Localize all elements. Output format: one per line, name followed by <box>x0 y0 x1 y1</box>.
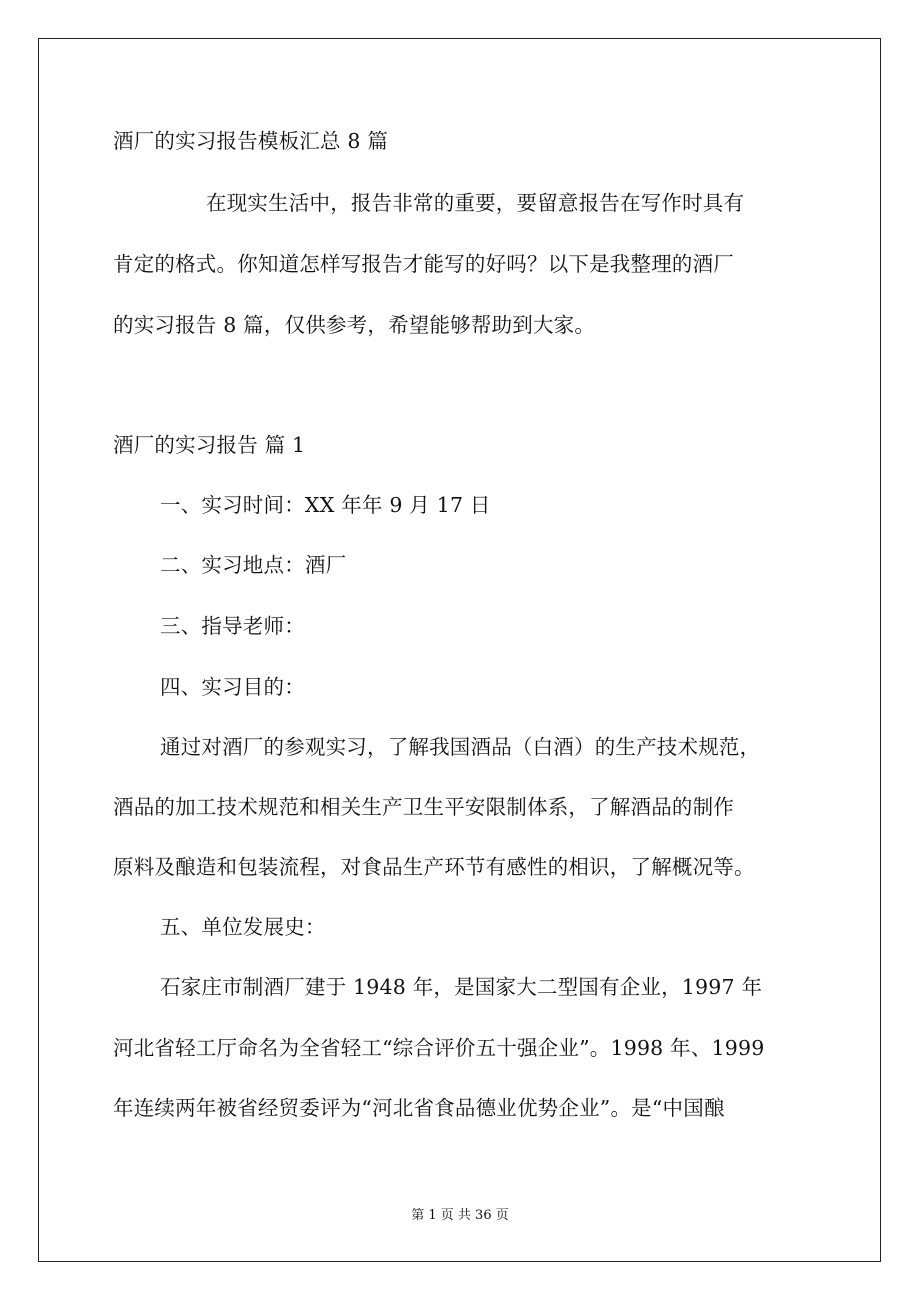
history-heading: 五、单位发展史： <box>160 915 326 939</box>
item-internship-time: 一、实习时间：XX 年年 9 月 17 日 <box>160 493 491 517</box>
intro-line-2: 肯定的格式。你知道怎样写报告才能写的好吗？以下是我整理的酒厂 <box>113 252 734 276</box>
item-instructor: 三、指导老师： <box>160 614 305 638</box>
item-internship-location: 二、实习地点：酒厂 <box>160 553 347 577</box>
intro-line-1: 在现实生活中，报告非常的重要，要留意报告在写作时具有 <box>206 191 745 215</box>
page-number-footer: 第 1 页 共 36 页 <box>411 1208 509 1223</box>
history-line-3: 年连续两年被省经贸委评为“河北省食品德业优势企业”。是“中国酿 <box>113 1096 725 1120</box>
page-border <box>38 38 881 1262</box>
section-heading: 酒厂的实习报告 篇 1 <box>113 433 306 457</box>
purpose-line-1: 通过对酒厂的参观实习，了解我国酒品（白酒）的生产技术规范， <box>160 735 761 759</box>
purpose-line-2: 酒品的加工技术规范和相关生产卫生平安限制体系，了解酒品的制作 <box>113 795 734 819</box>
history-line-1: 石家庄市制酒厂建于 1948 年，是国家大二型国有企业，1997 年 <box>160 975 763 999</box>
purpose-line-3: 原料及酿造和包装流程，对食品生产环节有感性的相识，了解概况等。 <box>113 855 755 879</box>
history-line-2: 河北省轻工厅命名为全省轻工“综合评价五十强企业”。1998 年、1999 <box>113 1036 765 1060</box>
intro-line-3: 的实习报告 8 篇，仅供参考，希望能够帮助到大家。 <box>113 313 596 337</box>
document-title: 酒厂的实习报告模板汇总 8 篇 <box>113 129 389 153</box>
item-purpose-heading: 四、实习目的： <box>160 675 305 699</box>
